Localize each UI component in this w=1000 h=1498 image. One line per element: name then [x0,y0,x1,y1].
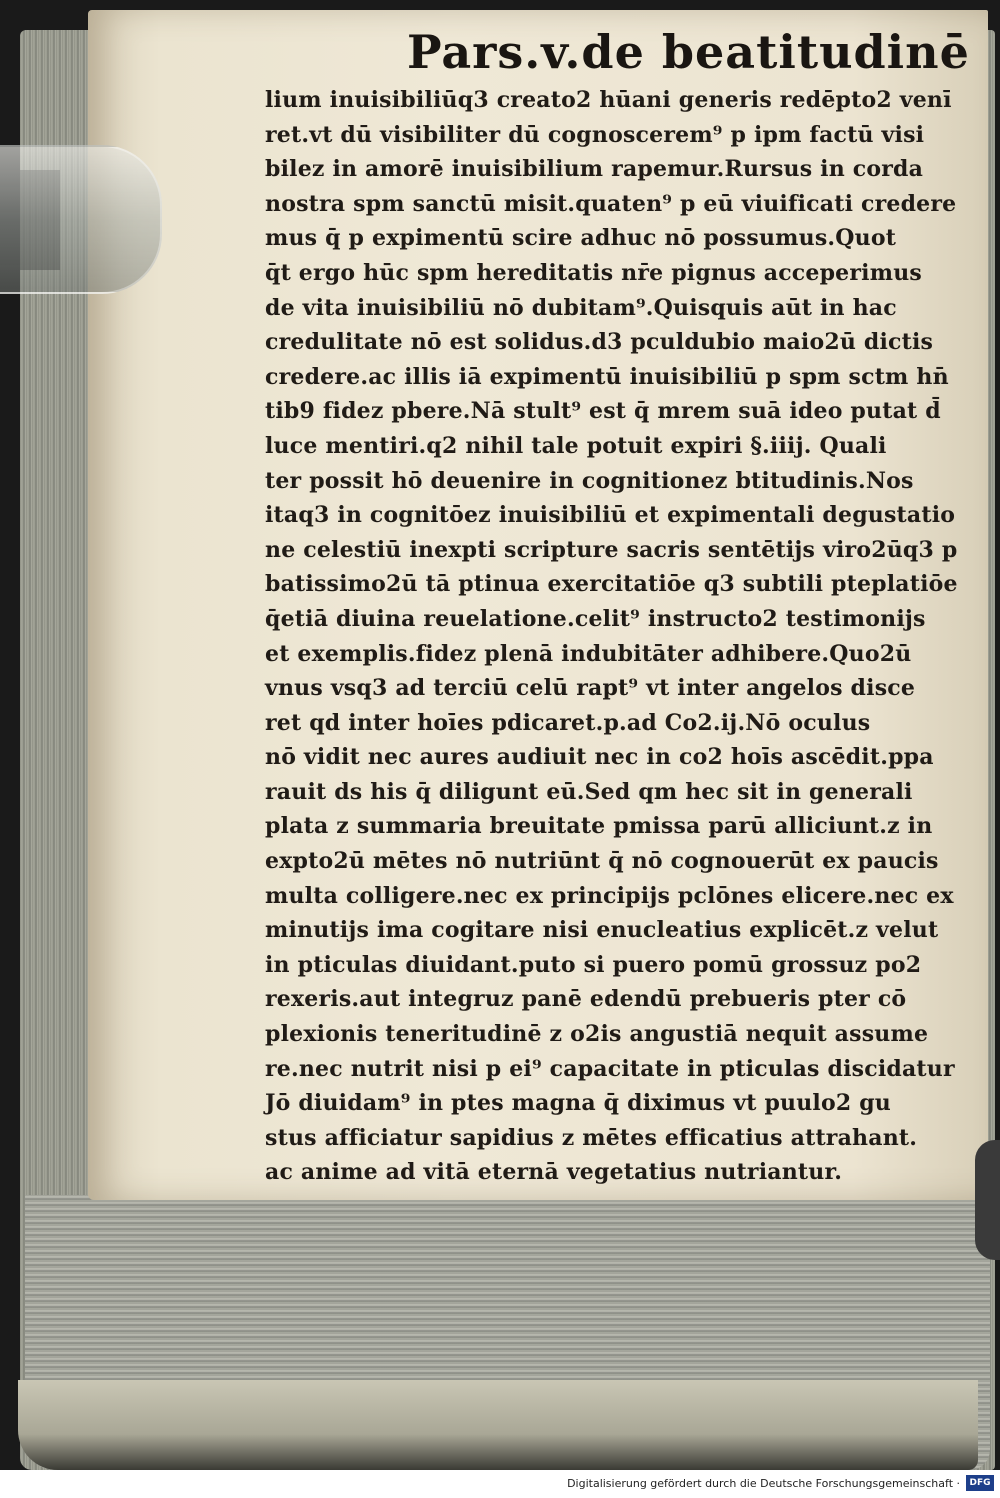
book-tab [975,1140,1000,1260]
text-line: et exemplis.fidez plenā indubitāter adhibere.Quo2ū [265,640,912,667]
text-line: multa colligere.nec ex principijs pclōnes elicere.nec ex [265,882,954,909]
text-line: nō vidit nec aures audiuit nec in co2 hoīs ascēdit.ppa [265,744,934,771]
text-line: luce mentiri.q2 nihil tale potuit expiri §.iiij. Quali [265,432,887,459]
text-line: plata z summaria breuitate pmissa parū alliciunt.z in [265,813,933,840]
text-line: mus q̄ p expimentū scire adhuc nō possumus.Quot [265,225,897,252]
text-lines [265,83,965,1190]
text-line: re.nec nutrit nisi p ei⁹ capacitate in pticulas discidatur [265,1055,955,1082]
text-line: nostra spm sanctū misit.quaten⁹ p eū viuificati credere [265,190,957,217]
running-head: Pars.v.de beatitudinē [407,25,970,79]
text-line: ret qd inter hoīes pdicaret.p.ad Co2.ij.Nō oculus [265,709,871,736]
text-line: batissimo2ū tā ptinua exercitatiōe q3 subtili pteplatiōe [265,571,958,598]
glass-page-holder [0,145,162,294]
text-block [265,25,970,1190]
text-line: credulitate nō est solidus.d3 pculdubio maio2ū dictis [265,329,934,356]
text-line: ret.vt dū visibiliter dū cognoscerem⁹ p ipm factū visi [265,121,925,148]
footer-bar [0,1470,1000,1498]
text-line: Jō diuidam⁹ in ptes magna q̄ diximus vt puulo2 gu [265,1090,891,1117]
text-line: credere.ac illis iā expimentū inuisibiliū p spm sctm hn̄ [265,363,949,390]
text-line: tib9 fidez pbere.Nā stult⁹ est q̄ mrem suā ideo putat d̄ [265,398,941,425]
book-cover-bottom [18,1380,978,1470]
text-line: rauit ds his q̄ diligunt eū.Sed qm hec sit in generali [265,778,913,805]
text-line: plexionis teneritudinē z o2is angustiā nequit assume [265,1021,929,1048]
text-line: q̄t ergo hūc spm hereditatis nr̄e pignus acceperimus [265,259,922,286]
funding-credit: Digitalisierung gefördert durch die Deutsche Forschungsgemeinschaft · [567,1477,960,1490]
text-line: rexeris.aut integruz panē edendū prebueris pter cō [265,986,907,1013]
text-line: de vita inuisibiliū nō dubitam⁹.Quisquis aūt in hac [265,294,897,321]
text-line: stus afficiatur sapidius z mētes efficatius attrahant. [265,1124,918,1151]
text-line: in pticulas diuidant.puto si puero pomū grossuz po2 [265,951,922,978]
text-line: vnus vsq3 ad terciū celū rapt⁹ vt inter angelos disce [265,675,916,702]
text-line: lium inuisibiliūq3 creato2 hūani generis redēpto2 venī [265,87,952,113]
text-line: bilez in amorē inuisibilium rapemur.Rursus in corda [265,156,924,183]
dfg-logo: DFG [966,1475,994,1491]
text-line: minutijs ima cogitare nisi enucleatius explicēt.z velut [265,917,939,944]
text-line: ac anime ad vitā eternā vegetatius nutriantur. [265,1159,843,1186]
text-line: itaq3 in cognitōez inuisibiliū et expimentali degustatio [265,502,956,529]
text-line: ne celestiū inexpti scripture sacris sentētijs viro2ūq3 p [265,536,958,563]
text-line: q̄etiā diuina reuelatione.celit⁹ instructo2 testimonijs [265,605,926,632]
text-line: expto2ū mētes nō nutriūnt q̄ nō cognouerūt ex paucis [265,848,939,875]
text-line: ter possit hō deuenire in cognitionez btitudinis.Nos [265,467,914,494]
